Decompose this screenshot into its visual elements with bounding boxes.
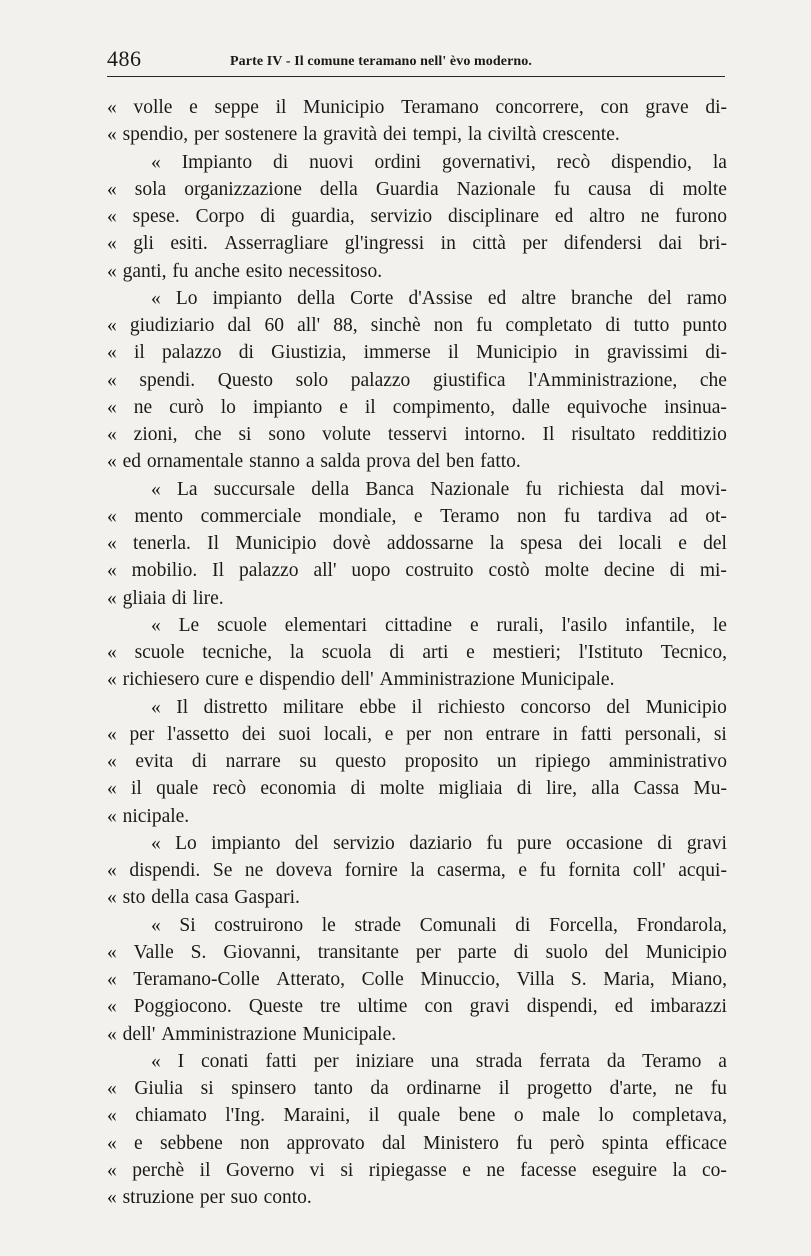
text-line: « per l'assetto dei suoi locali, e per non entrare in fatti personali, si (107, 723, 727, 745)
text-line: « il palazzo di Giustizia, immerse il Municipio in gravissimi di- (107, 342, 727, 364)
text-line: « volle e seppe il Municipio Teramano concorrere, con grave di- (107, 97, 727, 118)
text-line: « giudiziario dal 60 all' 88, sinchè non fu completato di tutto punto (107, 315, 727, 336)
text-line: « scuole tecniche, la scuola di arti e mestieri; l'Istituto Tecnico, (107, 642, 727, 663)
text-line: « gli esiti. Asserragliare gl'ingressi in città per difendersi dai bri- (107, 233, 727, 255)
text-line: « Poggiocono. Queste tre ultime con gravi dispendi, ed imbarazzi (107, 996, 727, 1018)
text-line: « gliaia di lire. (107, 587, 224, 609)
text-line: « richiesero cure e dispendio dell' Amministrazione Municipale. (107, 669, 615, 691)
text-line: « evita di narrare su questo proposito un ripiego amministrativo (107, 751, 727, 772)
text-line: « tenerla. Il Municipio dovè addossarne la spesa dei locali e del (107, 533, 727, 554)
text-line: « mobilio. Il palazzo all' uopo costruito costò molte decine di mi- (107, 560, 727, 582)
text-line: « spendi. Questo solo palazzo giustifica l'Amministrazione, che (107, 369, 727, 391)
text-line: « ed ornamentale stanno a salda prova del ben fatto. (107, 451, 521, 473)
text-line: « La succursale della Banca Nazionale fu richiesta dal movi- (151, 478, 727, 500)
text-line: « mento commerciale mondiale, e Teramo non fu tardiva ad ot- (107, 505, 727, 527)
text-line: « il quale recò economia di molte migliaia di lire, alla Cassa Mu- (107, 778, 727, 800)
text-line: « e sebbene non approvato dal Ministero fu però spinta efficace (107, 1132, 727, 1154)
text-line: « perchè il Governo vi si ripiegasse e ne facesse eseguire la co- (107, 1159, 727, 1181)
text-line: « nicipale. (107, 805, 190, 827)
text-line: « Impianto di nuovi ordini governativi, recò dispendio, la (151, 151, 727, 173)
text-line: « Teramano-Colle Atterato, Colle Minuccio, Villa S. Maria, Miano, (107, 969, 727, 990)
text-line: « Il distretto militare ebbe il richiesto concorso del Municipio (151, 696, 727, 718)
text-line: « Valle S. Giovanni, transitante per parte di suolo del Municipio (107, 941, 727, 963)
text-line: « Lo impianto della Corte d'Assise ed altre branche del ramo (151, 287, 727, 309)
text-line: « Giulia si spinsero tanto da ordinarne il progetto d'arte, ne fu (107, 1078, 727, 1099)
text-line: « struzione per suo conto. (107, 1187, 312, 1208)
text-line: « dispendi. Se ne doveva fornire la caserma, e fu fornita coll' acqui- (107, 860, 727, 881)
page-header (107, 44, 727, 80)
text-line: « spendio, per sostenere la gravità dei tempi, la civiltà crescente. (107, 124, 620, 146)
text-line: « chiamato l'Ing. Maraini, il quale bene o male lo completava, (107, 1105, 727, 1127)
header-rule (107, 76, 725, 77)
text-line: « ganti, fu anche esito necessitoso. (107, 260, 383, 282)
text-line: « ne curò lo impianto e il compimento, dalle equivoche insinua- (107, 396, 727, 418)
text-line: « sola organizzazione della Guardia Nazionale fu causa di molte (107, 178, 727, 200)
text-line: « spese. Corpo di guardia, servizio disciplinare ed altro ne furono (107, 206, 727, 227)
text-line: « Le scuole elementari cittadine e rurali, l'asilo infantile, le (151, 614, 727, 636)
text-line: « sto della casa Gaspari. (107, 887, 300, 909)
text-line: « Lo impianto del servizio daziario fu pure occasione di gravi (151, 832, 727, 854)
page-number: 486 (107, 46, 142, 71)
body-text (107, 94, 727, 1211)
text-line: « zioni, che si sono volute tesservi intorno. Il risultato redditizio (107, 424, 727, 445)
text-line: « Si costruirono le strade Comunali di Forcella, Frondarola, (151, 914, 727, 936)
text-line: « dell' Amministrazione Municipale. (107, 1023, 397, 1045)
text-line: « I conati fatti per iniziare una strada ferrata da Teramo a (151, 1050, 727, 1072)
running-title: Parte IV - Il comune teramano nell' èvo moderno. (230, 54, 532, 69)
